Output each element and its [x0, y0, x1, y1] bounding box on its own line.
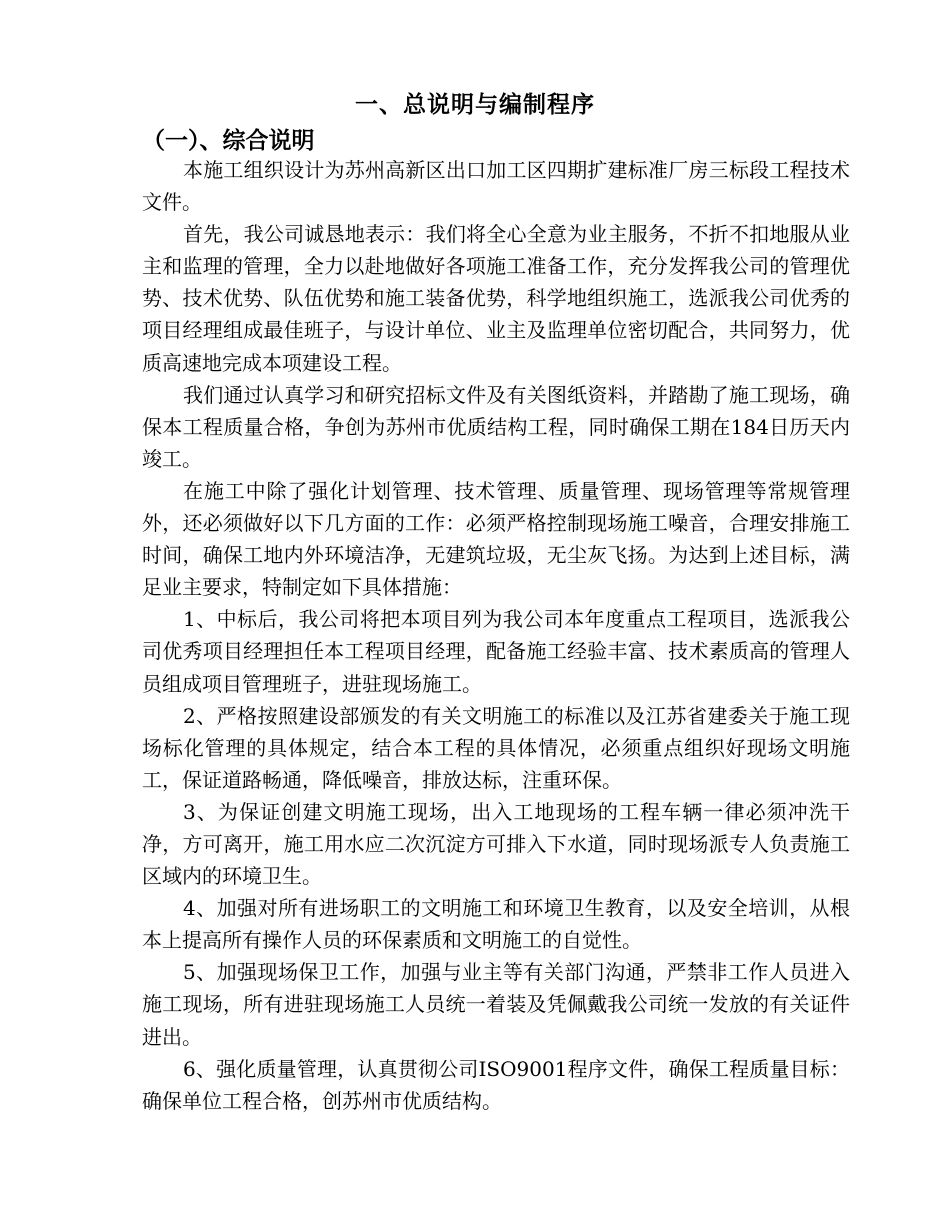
paragraph-commitment: 首先，我公司诚恳地表示：我们将全心全意为业主服务，不折不扣地服从业主和监理的管理，全力以赴地做好各项施工准备工作，充分发挥我公司的管理优势、技术优势、队伍优势和施工装备优势，科学地组织施工，选派我公司优秀的项目经理组成最佳班子，与设计单位、业主及监理单位密切配合，共同努力，优质高速地完成本项建设工程。: [142, 222, 850, 375]
paragraph-measure-6: 6、强化质量管理，认真贯彻公司ISO9001程序文件，确保工程质量目标：确保单位工程合格，创苏州市优质结构。: [142, 1056, 850, 1113]
paragraph-measure-2: 2、严格按照建设部颁发的有关文明施工的标准以及江苏省建委关于施工现场标化管理的具体规定，结合本工程的具体情况，必须重点组织好现场文明施工，保证道路畅通，降低噪音，排放达标，注重环保。: [142, 703, 850, 792]
paragraph-measure-4: 4、加强对所有进场职工的文明施工和环境卫生教育，以及安全培训，从根本上提高所有操作人员的环保素质和文明施工的自觉性。: [142, 896, 850, 953]
paragraph-measure-3: 3、为保证创建文明施工现场，出入工地现场的工程车辆一律必须冲洗干净，方可离开，施工用水应二次沉淀方可排入下水道，同时现场派专人负责施工区域内的环境卫生。: [142, 799, 850, 889]
paragraph-management: 在施工中除了强化计划管理、技术管理、质量管理、现场管理等常规管理外，还必须做好以下几方面的工作：必须严格控制现场施工噪音，合理安排施工时间，确保工地内外环境洁净，无建筑垃圾，无尘灰飞扬。为达到上述目标，满足业主要求，特制定如下具体措施：: [142, 478, 850, 600]
paragraph-intro: 本施工组织设计为苏州高新区出口加工区四期扩建标准厂房三标段工程技术文件。: [142, 158, 850, 215]
paragraph-quality-schedule: 我们通过认真学习和研究招标文件及有关图纸资料，并踏勘了施工现场，确保本工程质量合格，争创为苏州市优质结构工程，同时确保工期在184日历天内竣工。: [142, 382, 850, 471]
paragraph-measure-1: 1、中标后，我公司将把本项目列为我公司本年度重点工程项目，选派我公司优秀项目经理担任本工程项目经理，配备施工经验丰富、技术素质高的管理人员组成项目管理班子，进驻现场施工。: [142, 607, 850, 696]
paragraph-measure-5: 5、加强现场保卫工作，加强与业主等有关部门沟通，严禁非工作人员进入施工现场，所有进驻现场施工人员统一着装及凭佩戴我公司统一发放的有关证件进出。: [142, 960, 850, 1049]
document-title: 一、总说明与编制程序: [355, 92, 595, 118]
section-heading: （一）、综合说明: [142, 128, 315, 154]
document-body: [142, 154, 850, 1117]
